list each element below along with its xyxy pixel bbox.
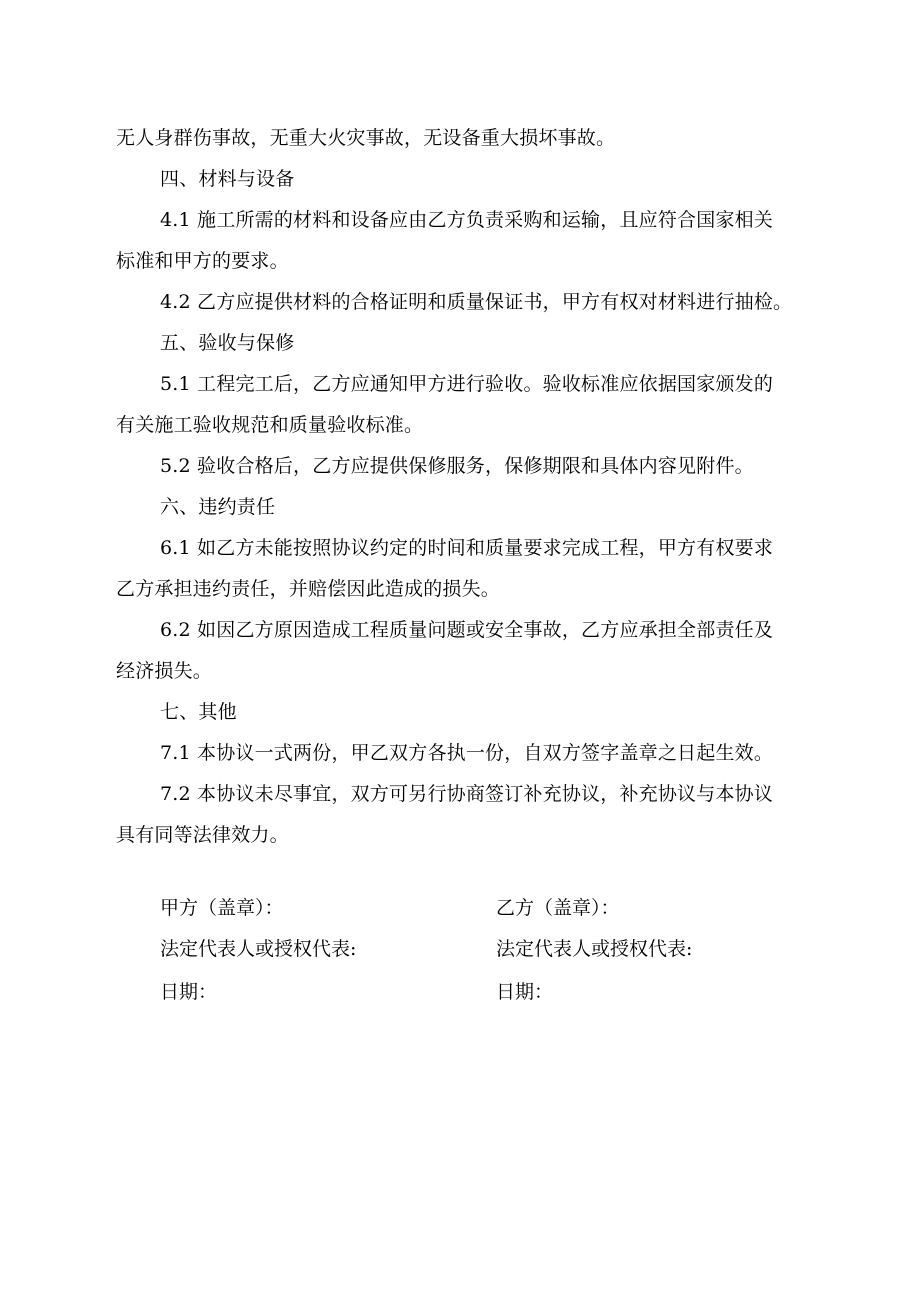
party-b-seal-label: 乙方（盖章）： (496, 897, 620, 919)
paragraph-line: 无人身群伤事故，无重大火灾事故，无设备重大损坏事故。 (116, 127, 616, 149)
paragraph-line: 7.1 本协议一式两份，甲乙双方各执一份，自双方签字盖章之日起生效。 (160, 742, 774, 764)
section-heading: 六、违约责任 (160, 496, 276, 518)
paragraph-line: 4.1 施工所需的材料和设备应由乙方负责采购和运输，且应符合国家相关 (160, 209, 774, 231)
paragraph-line: 有关施工验收规范和质量验收标准。 (116, 414, 424, 436)
section-heading: 四、材料与设备 (160, 168, 295, 190)
paragraph-line: 6.2 如因乙方原因造成工程质量问题或安全事故，乙方应承担全部责任及 (160, 619, 774, 641)
paragraph-line: 乙方承担违约责任，并赔偿因此造成的损失。 (116, 578, 501, 600)
party-b-date-label: 日期： (496, 981, 554, 1003)
party-a-representative-label: 法定代表人或授权代表: (160, 938, 357, 960)
section-heading: 七、其他 (160, 701, 237, 723)
paragraph-line: 5.1 工程完工后，乙方应通知甲方进行验收。验收标准应依据国家颁发的 (160, 373, 774, 395)
party-a-seal-label: 甲方（盖章）： (160, 897, 284, 919)
paragraph-line: 具有同等法律效力。 (116, 824, 289, 846)
party-b-representative-label: 法定代表人或授权代表: (496, 938, 693, 960)
section-heading: 五、验收与保修 (160, 332, 295, 354)
paragraph-line: 标准和甲方的要求。 (116, 250, 289, 272)
paragraph-line: 4.2 乙方应提供材料的合格证明和质量保证书，甲方有权对材料进行抽检。 (160, 291, 793, 313)
paragraph-line: 7.2 本协议未尽事宜，双方可另行协商签订补充协议，补充协议与本协议 (160, 783, 774, 805)
paragraph-line: 5.2 验收合格后，乙方应提供保修服务，保修期限和具体内容见附件。 (160, 455, 754, 477)
paragraph-line: 6.1 如乙方未能按照协议约定的时间和质量要求完成工程，甲方有权要求 (160, 537, 774, 559)
party-a-date-label: 日期： (160, 981, 218, 1003)
paragraph-line: 经济损失。 (116, 660, 213, 682)
